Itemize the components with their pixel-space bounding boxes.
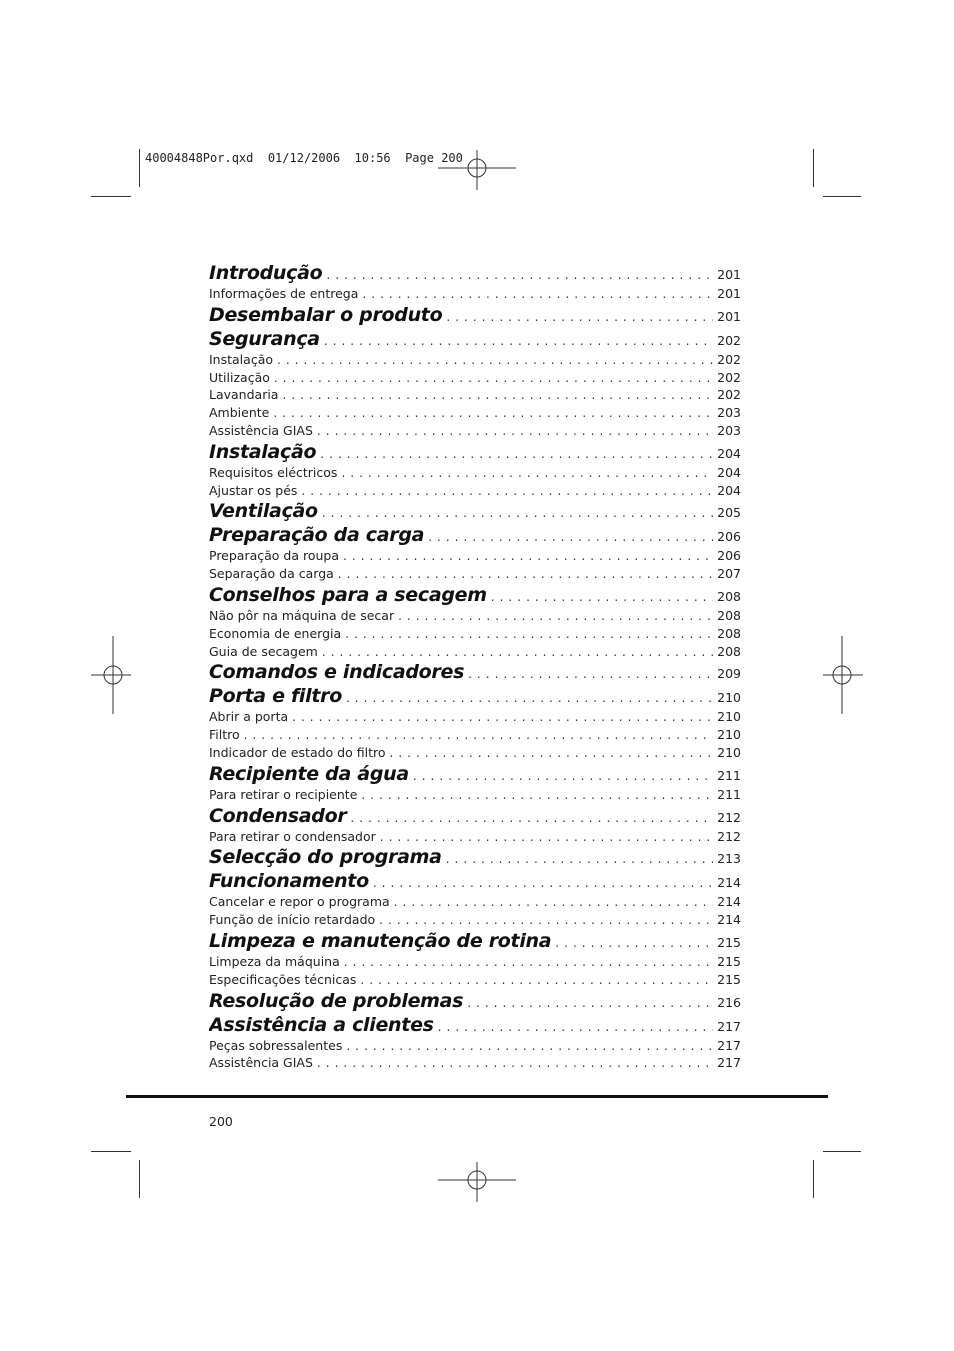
toc-chapter-entry — [209, 661, 741, 685]
toc-dot-leader — [446, 310, 713, 324]
toc-entry-page: 202 — [717, 332, 741, 348]
toc-section-entry — [209, 626, 741, 644]
toc-dot-leader — [467, 996, 713, 1010]
toc-dot-leader — [273, 406, 713, 420]
toc-section-entry — [209, 352, 741, 370]
toc-dot-leader — [317, 1056, 713, 1070]
toc-entry-title: Requisitos eléctricos — [209, 464, 338, 480]
toc-entry-page: 206 — [717, 548, 741, 564]
table-of-contents — [209, 262, 741, 1073]
toc-dot-leader — [277, 353, 713, 367]
toc-entry-page: 213 — [717, 851, 741, 867]
toc-dot-leader — [438, 1020, 713, 1034]
toc-section-entry — [209, 1055, 741, 1073]
toc-chapter-entry — [209, 930, 741, 954]
crop-mark — [813, 149, 814, 187]
toc-dot-leader — [322, 506, 713, 520]
toc-entry-title: Não pôr na máquina de secar — [209, 607, 395, 623]
toc-entry-page: 215 — [717, 971, 741, 987]
toc-dot-leader — [468, 667, 713, 681]
toc-entry-title: Para retirar o condensador — [209, 828, 376, 844]
toc-entry-page: 210 — [717, 727, 741, 743]
registration-mark-icon — [823, 636, 863, 714]
toc-dot-leader — [326, 268, 713, 282]
toc-entry-title: Filtro — [209, 727, 240, 743]
toc-dot-leader — [344, 955, 713, 969]
toc-dot-leader — [389, 746, 713, 760]
toc-section-entry — [209, 608, 741, 626]
toc-chapter-entry — [209, 304, 741, 328]
toc-chapter-entry — [209, 805, 741, 829]
toc-entry-title: Limpeza e manutenção de rotina — [209, 929, 552, 952]
toc-dot-leader — [338, 567, 713, 581]
printer-slug: 40004848Por.qxd 01/12/2006 10:56 Page 200 — [145, 151, 463, 165]
toc-entry-title: Ajustar os pés — [209, 482, 298, 498]
toc-dot-leader — [428, 530, 713, 544]
toc-entry-page: 202 — [717, 351, 741, 367]
toc-entry-title: Condensador — [209, 804, 347, 827]
toc-entry-title: Indicador de estado do filtro — [209, 744, 386, 760]
toc-chapter-entry — [209, 500, 741, 524]
toc-dot-leader — [301, 484, 713, 498]
toc-entry-page: 202 — [717, 369, 741, 385]
toc-entry-page: 214 — [717, 875, 741, 891]
toc-dot-leader — [317, 424, 713, 438]
toc-section-entry — [209, 483, 741, 501]
toc-entry-title: Função de início retardado — [209, 912, 376, 928]
toc-entry-page: 217 — [717, 1037, 741, 1053]
toc-dot-leader — [361, 788, 713, 802]
registration-mark-icon — [91, 636, 131, 714]
toc-dot-leader — [350, 811, 713, 825]
toc-section-entry — [209, 787, 741, 805]
toc-entry-page: 204 — [717, 482, 741, 498]
toc-entry-title: Abrir a porta — [209, 709, 289, 725]
toc-chapter-entry — [209, 328, 741, 352]
toc-entry-page: 214 — [717, 912, 741, 928]
toc-entry-page: 210 — [717, 744, 741, 760]
toc-entry-title: Introdução — [209, 262, 323, 284]
toc-section-entry — [209, 912, 741, 930]
toc-entry-page: 204 — [717, 445, 741, 461]
toc-entry-title: Peças sobressalentes — [209, 1037, 343, 1053]
toc-chapter-entry — [209, 846, 741, 870]
toc-chapter-entry — [209, 441, 741, 465]
toc-entry-page: 216 — [717, 994, 741, 1010]
toc-chapter-entry — [209, 524, 741, 548]
toc-entry-title: Funcionamento — [209, 870, 369, 893]
toc-section-entry — [209, 548, 741, 566]
toc-entry-title: Lavandaria — [209, 387, 279, 403]
toc-section-entry — [209, 727, 741, 745]
toc-entry-page: 201 — [717, 286, 741, 301]
toc-dot-leader — [343, 549, 713, 563]
toc-entry-title: Especificações técnicas — [209, 971, 357, 987]
toc-entry-title: Cancelar e repor o programa — [209, 894, 390, 910]
footer-rule — [126, 1095, 828, 1098]
toc-entry-title: Informações de entrega — [209, 286, 359, 301]
toc-entry-page: 208 — [717, 643, 741, 659]
toc-entry-page: 206 — [717, 529, 741, 545]
toc-entry-page: 214 — [717, 894, 741, 910]
toc-dot-leader — [282, 388, 713, 402]
toc-chapter-entry — [209, 584, 741, 608]
toc-entry-title: Resolução de problemas — [209, 989, 464, 1012]
toc-dot-leader — [373, 876, 713, 890]
toc-dot-leader — [413, 769, 713, 783]
toc-entry-page: 201 — [717, 267, 741, 282]
toc-entry-page: 208 — [717, 607, 741, 623]
toc-dot-leader — [324, 334, 713, 348]
toc-entry-title: Recipiente da água — [209, 762, 409, 785]
toc-dot-leader — [345, 627, 713, 641]
crop-mark — [139, 149, 140, 187]
crop-mark — [91, 196, 131, 197]
toc-dot-leader — [491, 590, 713, 604]
toc-dot-leader — [379, 913, 713, 927]
toc-section-entry — [209, 405, 741, 423]
registration-mark-icon — [438, 1162, 516, 1202]
toc-entry-title: Ventilação — [209, 500, 318, 523]
toc-entry-title: Assistência GIAS — [209, 422, 313, 438]
toc-entry-page: 210 — [717, 690, 741, 706]
toc-entry-title: Conselhos para a secagem — [209, 583, 487, 606]
toc-section-entry — [209, 829, 741, 847]
crop-mark — [813, 1160, 814, 1198]
toc-dot-leader — [360, 973, 713, 987]
toc-entry-title: Instalação — [209, 440, 317, 463]
toc-section-entry — [209, 286, 741, 304]
toc-entry-title: Preparação da roupa — [209, 548, 340, 564]
crop-mark — [91, 1151, 131, 1152]
toc-entry-title: Utilização — [209, 369, 270, 385]
toc-entry-page: 215 — [717, 934, 741, 950]
toc-entry-page: 215 — [717, 953, 741, 969]
toc-entry-title: Desembalar o produto — [209, 303, 443, 326]
toc-entry-title: Separação da carga — [209, 566, 334, 582]
toc-dot-leader — [292, 710, 713, 724]
toc-chapter-entry — [209, 262, 741, 286]
toc-section-entry — [209, 566, 741, 584]
toc-dot-leader — [274, 371, 713, 385]
toc-entry-title: Comandos e indicadores — [209, 661, 465, 684]
toc-chapter-entry — [209, 685, 741, 709]
crop-mark — [139, 1160, 140, 1198]
toc-section-entry — [209, 745, 741, 763]
page-number: 200 — [209, 1114, 233, 1129]
toc-entry-title: Assistência GIAS — [209, 1055, 313, 1071]
toc-entry-title: Selecção do programa — [209, 846, 442, 869]
toc-dot-leader — [320, 447, 713, 461]
toc-section-entry — [209, 894, 741, 912]
toc-entry-page: 212 — [717, 828, 741, 844]
toc-dot-leader — [341, 466, 713, 480]
toc-entry-title: Preparação da carga — [209, 524, 425, 547]
toc-entry-page: 203 — [717, 405, 741, 421]
toc-dot-leader — [346, 691, 713, 705]
toc-entry-title: Para retirar o recipiente — [209, 786, 358, 802]
toc-entry-page: 217 — [717, 1055, 741, 1071]
toc-entry-page: 202 — [717, 387, 741, 403]
toc-entry-page: 211 — [717, 767, 741, 783]
toc-entry-page: 201 — [717, 308, 741, 324]
toc-entry-title: Economia de energia — [209, 625, 342, 641]
toc-entry-page: 203 — [717, 422, 741, 438]
toc-section-entry — [209, 972, 741, 990]
toc-dot-leader — [380, 830, 713, 844]
toc-dot-leader — [394, 895, 713, 909]
toc-section-entry — [209, 370, 741, 388]
toc-entry-title: Porta e filtro — [209, 685, 342, 708]
toc-entry-title: Guia de secagem — [209, 643, 318, 659]
toc-entry-title: Ambiente — [209, 405, 270, 421]
toc-entry-page: 208 — [717, 588, 741, 604]
toc-entry-page: 208 — [717, 625, 741, 641]
toc-chapter-entry — [209, 870, 741, 894]
toc-entry-page: 211 — [717, 786, 741, 802]
toc-section-entry — [209, 954, 741, 972]
toc-entry-page: 209 — [717, 666, 741, 682]
toc-dot-leader — [362, 287, 713, 301]
toc-entry-page: 207 — [717, 566, 741, 582]
registration-mark-icon — [438, 150, 516, 190]
toc-chapter-entry — [209, 1014, 741, 1038]
toc-entry-title: Segurança — [209, 327, 320, 350]
toc-entry-page: 217 — [717, 1018, 741, 1034]
toc-dot-leader — [346, 1039, 713, 1053]
toc-section-entry — [209, 709, 741, 727]
toc-entry-title: Assistência a clientes — [209, 1013, 434, 1036]
toc-dot-leader — [398, 609, 713, 623]
toc-entry-page: 205 — [717, 505, 741, 521]
toc-dot-leader — [244, 728, 714, 742]
toc-entry-page: 210 — [717, 709, 741, 725]
toc-section-entry — [209, 644, 741, 662]
toc-chapter-entry — [209, 763, 741, 787]
crop-mark — [823, 196, 861, 197]
toc-dot-leader — [555, 936, 713, 950]
toc-section-entry — [209, 1038, 741, 1056]
toc-entry-title: Limpeza da máquina — [209, 953, 340, 969]
toc-entry-page: 204 — [717, 464, 741, 480]
toc-dot-leader — [446, 852, 713, 866]
toc-entry-title: Instalação — [209, 351, 273, 367]
toc-section-entry — [209, 387, 741, 405]
toc-dot-leader — [322, 645, 713, 659]
toc-chapter-entry — [209, 990, 741, 1014]
toc-section-entry — [209, 423, 741, 441]
toc-section-entry — [209, 465, 741, 483]
toc-entry-page: 212 — [717, 809, 741, 825]
crop-mark — [823, 1151, 861, 1152]
